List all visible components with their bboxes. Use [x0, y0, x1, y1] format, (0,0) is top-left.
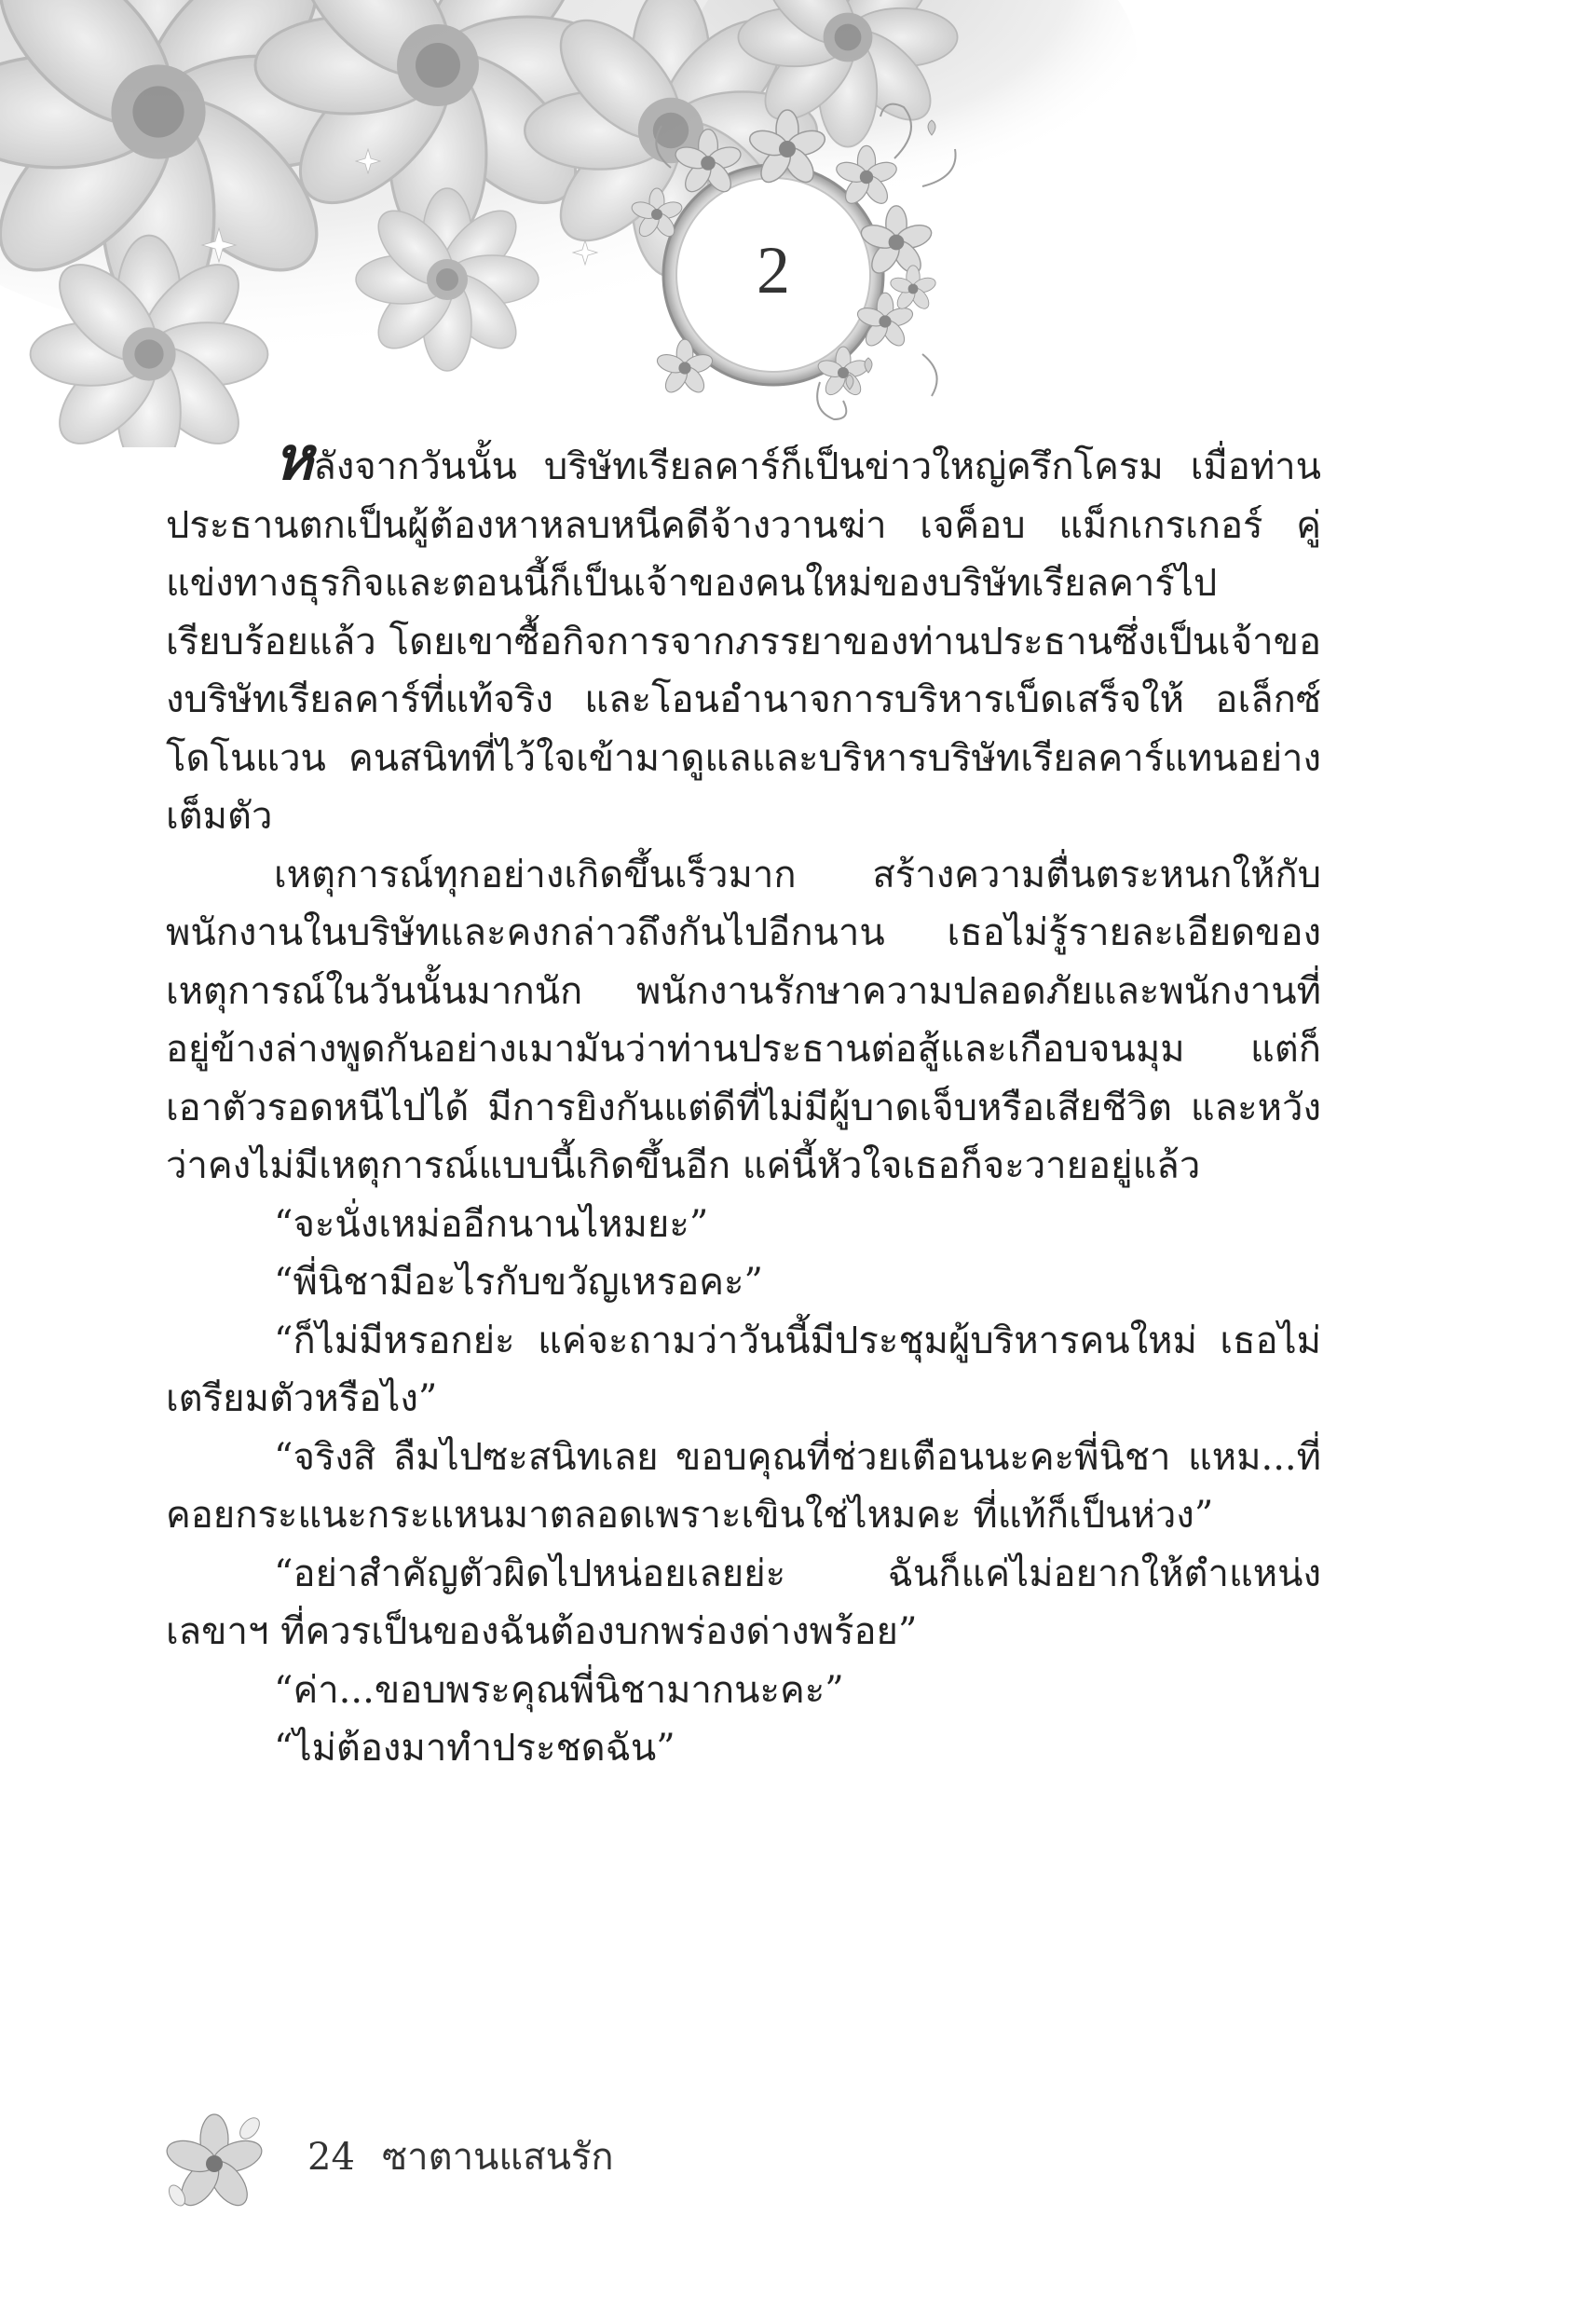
floral-header-decoration	[0, 0, 1596, 447]
dialogue-line-2: “พี่นิชามีอะไรกับขวัญเหรอคะ”	[274, 1261, 763, 1304]
chapter-number: 2	[757, 233, 790, 308]
dialogue-line-3: “ก็ไม่มีหรอกย่ะ แค่จะถามว่าวันนี้มีประชุมผู้บริหารคนใหม่ เธอไม่เตรียมตัวหรือไง”	[166, 1319, 1321, 1420]
drop-cap: ห	[274, 424, 314, 494]
dialogue-line-1: “จะนั่งเหม่ออีกนานไหมยะ”	[274, 1202, 709, 1246]
paragraph-2: เหตุการณ์ทุกอย่างเกิดขึ้นเร็วมาก สร้างความตื่นตระหนกให้กับพนักงานในบริษัทและคงกล่าวถึงกันไปอีกนาน เธอไม่รู้รายละเอียดของเหตุการณ์ในวันนั้นมากนัก พนักงานรักษาความปลอดภัยและพนักงานที่อยู่ข้างล่างพูดกันอย่างเมามันว่าท่านประธานต่อสู้และเกือบจนมุม แต่ก็เอาตัวรอดหนีไปได้ มีการยิงกันแต่ดีที่ไม่มีผู้บาดเจ็บหรือเสียชีวิต และหวังว่าคงไม่มีเหตุการณ์แบบนี้เกิดขึ้นอีก แค่นี้หัวใจเธอก็จะวายอยู่แล้ว	[166, 853, 1321, 1187]
page-footer	[158, 2106, 811, 2218]
dialogue-line-7: “ไม่ต้องมาทำประชดฉัน”	[274, 1727, 675, 1770]
chapter-body	[166, 424, 1321, 1778]
book-title: ซาตานแสนรัก	[382, 2136, 614, 2179]
footer-flower-icon	[158, 2106, 270, 2218]
dialogue-line-4: “จริงสิ ลืมไปซะสนิทเลย ขอบคุณที่ช่วยเตือนนะคะพี่นิชา แหม...ที่คอยกระแนะกระแหนมาตลอดเพราะเขินใช่ไหมคะ ที่แท้ก็เป็นห่วง”	[166, 1435, 1321, 1537]
paragraph-1-text: ลังจากวันนั้น บริษัทเรียลคาร์ก็เป็นข่าวใหญ่ครึกโครม เมื่อท่านประธานตกเป็นผู้ต้องหาหลบหนีคดีจ้างวานฆ่า เจค็อบ แม็กเกรเกอร์ คู่แข่งทางธุรกิจและตอนนี้ก็เป็นเจ้าของคนใหม่ของบริษัทเรียลคาร์ไปเรียบร้อยแล้ว โดยเขาซื้อกิจการจากภรรยาของท่านประธานซึ่งเป็นเจ้าของบริษัทเรียลคาร์ที่แท้จริง และโอนอำนาจการบริหารเบ็ดเสร็จให้ อเล็กซ์ โดโนแวน คนสนิทที่ไว้ใจเข้ามาดูแลและบริหารบริษัทเรียลคาร์แทนอย่างเต็มตัว	[166, 445, 1321, 838]
dialogue-line-6: “ค่า...ขอบพระคุณพี่นิชามากนะคะ”	[274, 1668, 844, 1712]
page-number: 24	[307, 2136, 355, 2179]
paragraph-1	[166, 424, 1321, 846]
dialogue-line-5: “อย่าสำคัญตัวผิดไปหน่อยเลยย่ะ ฉันก็แค่ไม่อยากให้ตำแหน่งเลขาฯ ที่ควรเป็นของฉันต้องบกพร่องด่างพร้อย”	[166, 1552, 1321, 1653]
